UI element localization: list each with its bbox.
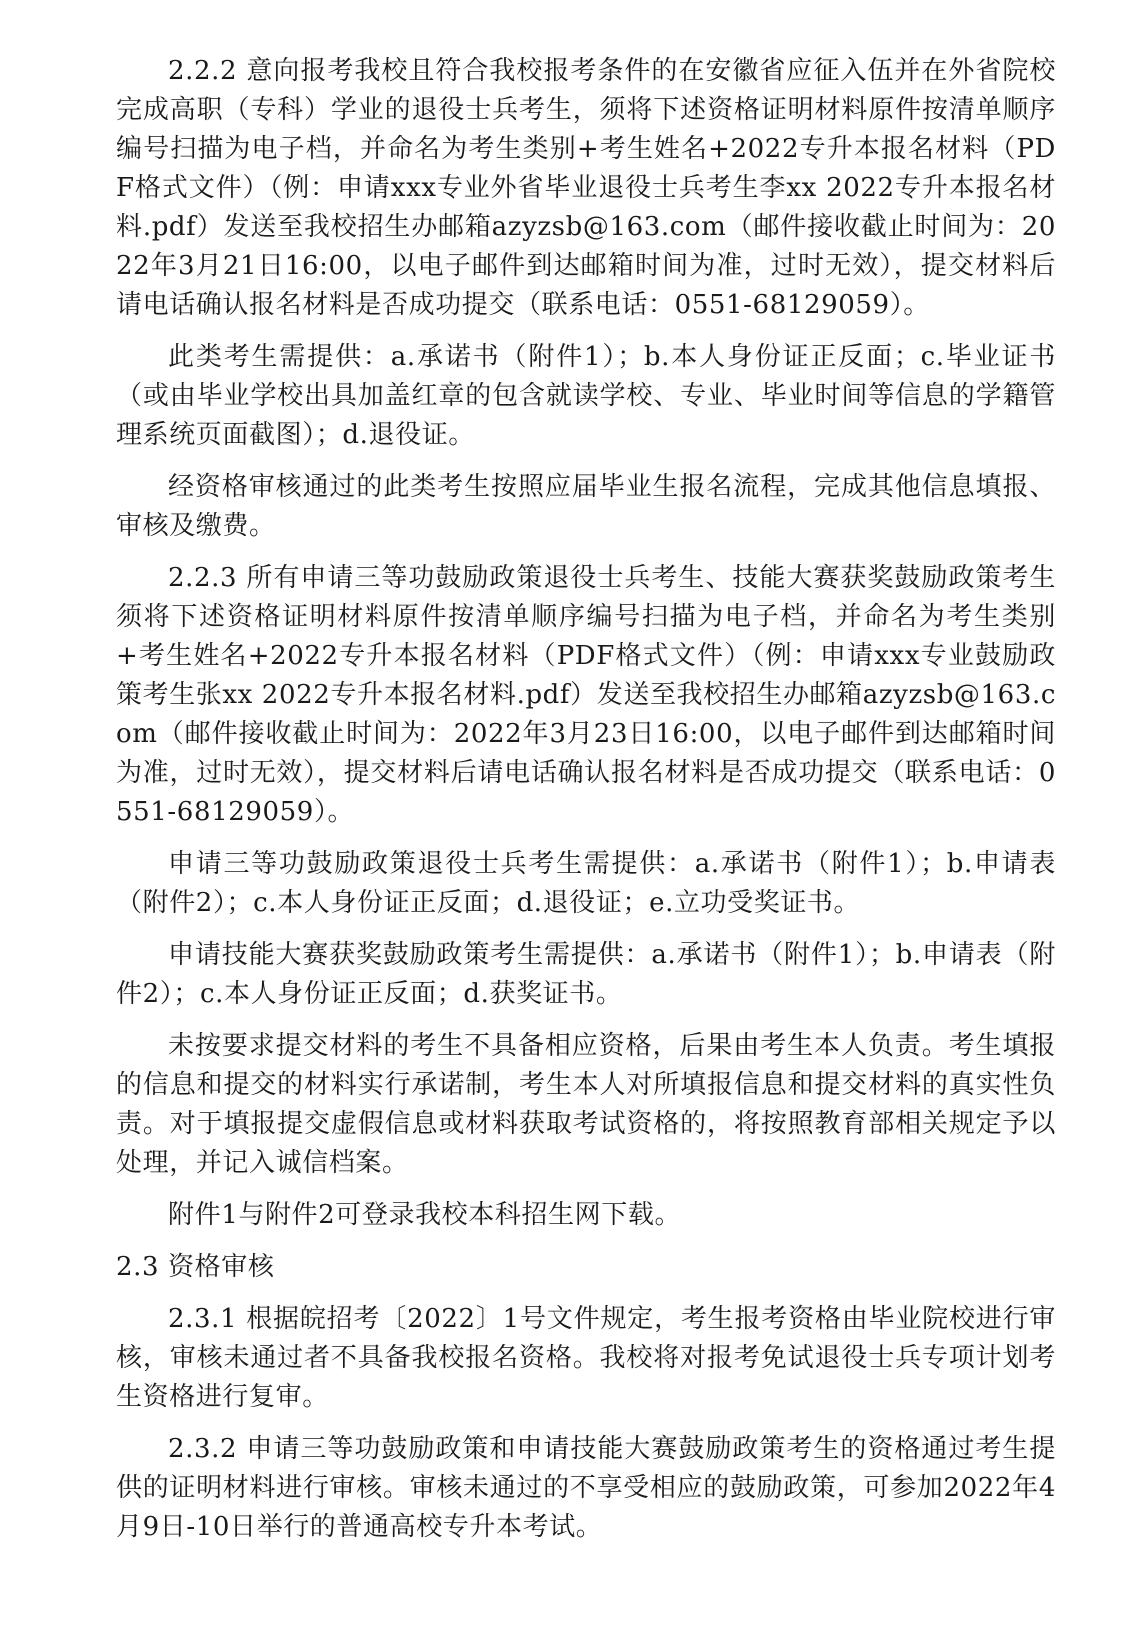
paragraph-responsibility: 未按要求提交材料的考生不具备相应资格，后果由考生本人负责。考生填报的信息和提交的材料实行承诺制，考生本人对所填报信息和提交材料的真实性负责。对于填报提交虚假信息或材料获取考试资格的，将按照教育部相关规定予以处理，并记入诚信档案。 [116, 1031, 1056, 1178]
paragraph-skills-materials: 申请技能大赛获奖鼓励政策考生需提供：a.承诺书（附件1）；b.申请表（附件2）；c.本人身份证正反面；d.获奖证书。 [116, 940, 1056, 1009]
paragraph-2-3-2: 2.3.2 申请三等功鼓励政策和申请技能大赛鼓励政策考生的资格通过考生提供的证明材料进行审核。审核未通过的不享受相应的鼓励政策，可参加2022年4月9日-10日举行的普通高校专升本考试。 [116, 1434, 1056, 1542]
paragraph-2-2-3: 2.2.3 所有申请三等功鼓励政策退役士兵考生、技能大赛获奖鼓励政策考生须将下述资格证明材料原件按清单顺序编号扫描为电子档，并命名为考生类别+考生姓名+2022专升本报名材料（PDF格式文件）（例：申请xxx专业鼓励政策考生张xx 2022专升本报名材料.pdf）发送至我校招生办邮箱azyzsb@163.com（邮件接收截止时间为：2022年3月23日16:00，以电子邮件到达邮箱时间为准，过时无效），提交材料后请电话确认报名材料是否成功提交（联系电话：0551-68129059）。 [116, 563, 1056, 827]
paragraph-2-2-2: 2.2.2 意向报考我校且符合我校报考条件的在安徽省应征入伍并在外省院校完成高职（专科）学业的退役士兵考生，须将下述资格证明材料原件按清单顺序编号扫描为电子档，并命名为考生类别+考生姓名+2022专升本报名材料（PDF格式文件）（例：申请xxx专业外省毕业退役士兵考生李xx 2022专升本报名材料.pdf）发送至我校招生办邮箱azyzsb@163.com（邮件接收截止时间为：2022年3月21日16:00，以电子邮件到达邮箱时间为准，过时无效），提交材料后请电话确认报名材料是否成功提交（联系电话：0551-68129059）。 [116, 56, 1056, 320]
document-body [116, 52, 1056, 1560]
paragraph-review-process: 经资格审核通过的此类考生按照应届毕业生报名流程，完成其他信息填报、审核及缴费。 [116, 472, 1056, 541]
paragraph-materials-list: 此类考生需提供：a.承诺书（附件1）；b.本人身份证正反面；c.毕业证书（或由毕业学校出具加盖红章的包含就读学校、专业、毕业时间等信息的学籍管理系统页面截图）；d.退役证。 [116, 342, 1056, 450]
paragraph-merit-materials: 申请三等功鼓励政策退役士兵考生需提供：a.承诺书（附件1）；b.申请表（附件2）；c.本人身份证正反面；d.退役证；e.立功受奖证书。 [116, 849, 1056, 918]
paragraph-2-3-1: 2.3.1 根据皖招考〔2022〕1号文件规定，考生报考资格由毕业院校进行审核，审核未通过者不具备我校报名资格。我校将对报考免试退役士兵专项计划考生资格进行复审。 [116, 1304, 1056, 1412]
section-heading-2-3: 2.3 资格审核 [116, 1252, 275, 1282]
paragraph-attachments-note: 附件1与附件2可登录我校本科招生网下载。 [168, 1200, 682, 1230]
